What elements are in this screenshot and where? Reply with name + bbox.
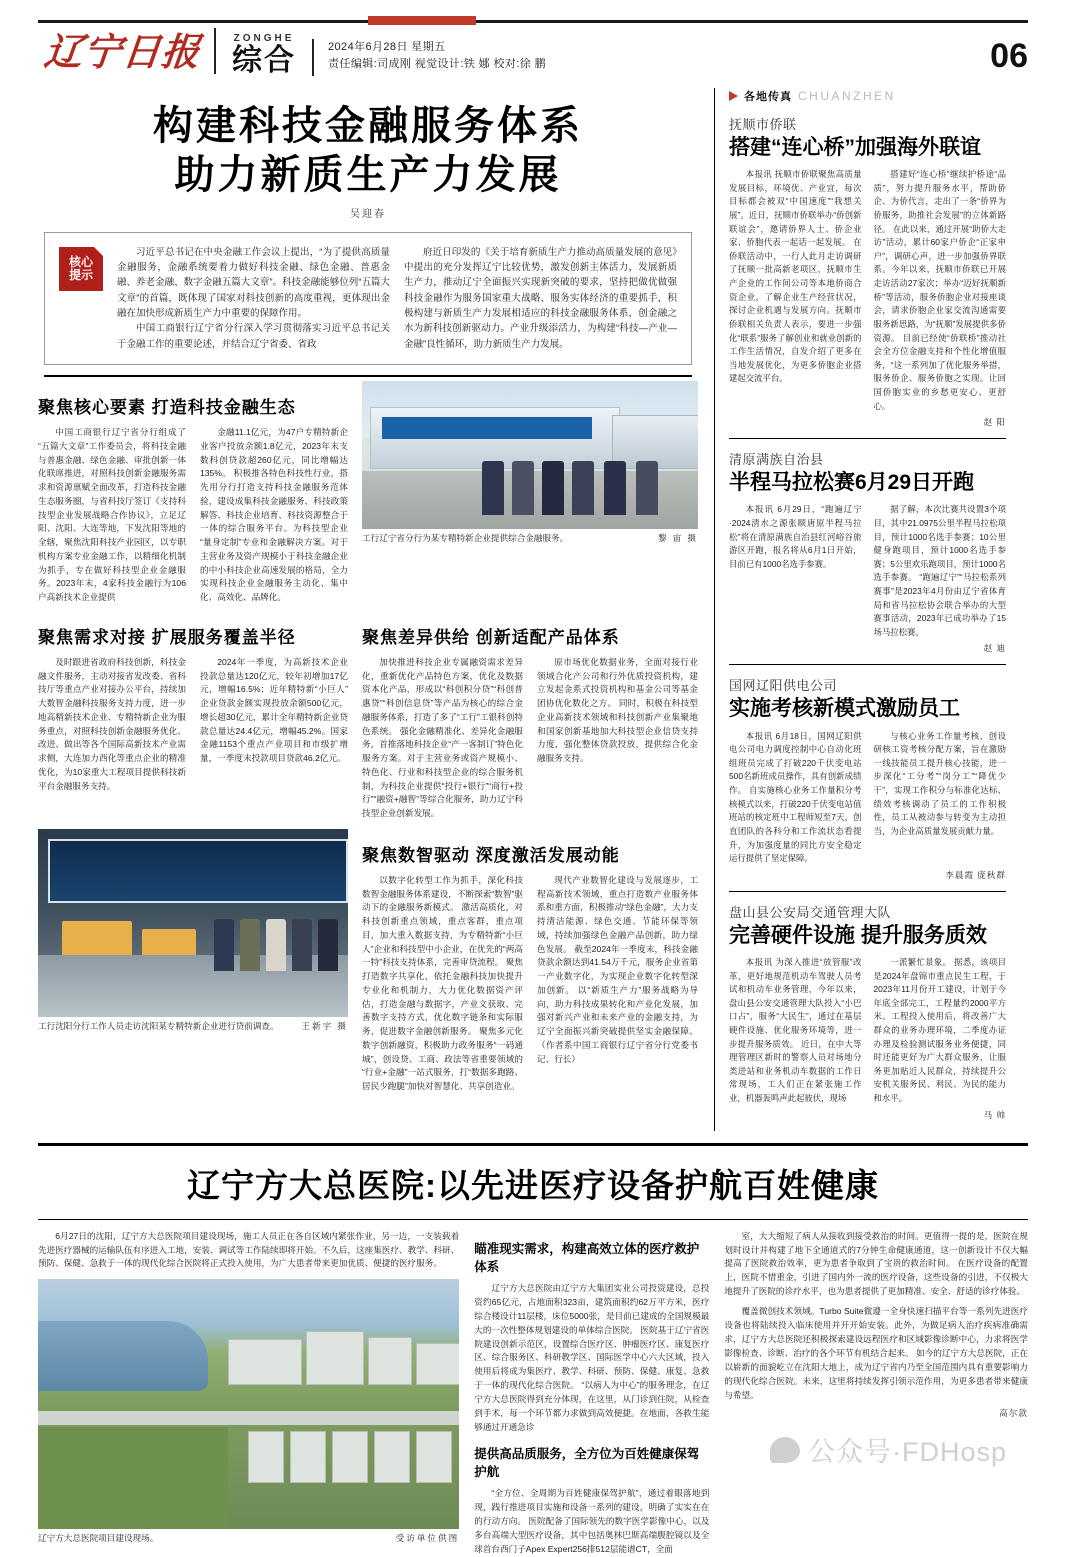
section-name: 综合 [232,44,297,77]
section-3-col-2-text: 原市场优化数据业务，全面对接行业领域合化产公司和行外优质投资机构，建立发起金系式投资机构和基金公司等基金团协优化数化之方。 同时，积极在科技型企业高新技术领域和科技创新产业集聚地和国家创新基地加大科技型企业信贷支持力度，强化整体贷款投放，提供综合化金融服务支持。 [537,656,698,764]
sidebar-article-1-col-1 [729,168,862,413]
control-photo-block [38,829,348,1094]
sidebar-article-3-col-1 [729,730,862,866]
sidebar-article-4-headline: 完善硬件设施 提升服务质效 [729,923,987,947]
feature-right-column-2 [724,1305,1028,1402]
factory-photo-caption [362,529,698,544]
sidebar-article-4-kicker: 盘山县公安局交通管理大队 [729,904,892,920]
factory-photo [362,381,698,529]
sidebar-rule-1 [729,438,1006,439]
section-1-text [38,381,348,605]
feature-subhead-2: 提供高品质服务，全方位为百姓健康保驾护航 [474,1447,700,1480]
sidebar-article-4 [729,902,1006,1121]
section-2-col-1 [38,656,186,794]
section-3-col-2 [537,656,698,821]
section-1-col-2-text: 金融11.1亿元，为47户专精特新企业客户投放余额1.8亿元，2023年末支数科创贷款超260亿元，同比增幅达135%。 积极推各特色科技性行业，搭先用分行打造支持科技金融服务范体验，建设成集科技金融服务、科技政策解答、科技企业培育、科技资源整合于一体的综合服务平台。为科技型企业“量身定制”专业和金融解决方案。对于主营业务及资产规模小于科技金融企业的中小科技企业高速发展的格局，全力实现科技企业金融服务主动化、集中化、高效化、品牌化。 [200,427,348,603]
feature-sub2-column [474,1487,709,1557]
visitor-2 [240,919,260,971]
sidebar-article-3-signature: 李晨霞 庞秋群 [945,869,1006,880]
section-4-col-1 [362,874,523,1094]
feature-right-text-2: 覆盖微创技术领域。Turbo Suite微遵一全身快速扫描平台等一系列先进医疗设备也将陆续投入临床使用并开开始安装。此外，为做足病人治疗疾病准确需求，辽宁方大总医院还积极探索建设远程医疗和区域影像诊断中心，力求将医学影像检查、诊断、治疗的各个环节有机结合起来。 如今的辽宁方大总医院，正在以崭新的面貌屹立在沈阳大地上，成为辽宁省内乃至全国范围内具有重要影响力的现代化综合医院。未来，这里将持续发挥引领示范作用，为更多患者带来健康与希望。 [724,1306,1028,1400]
sidebar-article-3 [729,675,1006,880]
control-caption-credit: 王新宇 摄 [301,1020,348,1031]
factory-caption-credit: 黎 宙 摄 [657,533,698,544]
section-3-text [362,611,698,821]
sidebar-article-4-signature: 马 帅 [983,1109,1006,1120]
core-tip-column-2 [404,245,677,353]
section-3-columns [362,656,698,821]
sidebar-article-2-col-2 [874,503,1007,639]
section-4-columns [362,874,698,1094]
sidebar-article-3-col-1-text: 本报讯 6月18日，国网辽阳供电公司电力调度控制中心自动化班组班员完成了打破220千伏变电站500名新班成员操作，具有创新成绩作。 自实施核心业务工作量积分考核模式以来，打破220千伏变电站值班站的核定班中工程师短至7天，创直团队的各科分和工作流状态看提升，为加强度量的同比方安全稳定运行提供了坚定保障。 [729,730,862,864]
sidebar-article-1-headline: 搭建“连心桥”加强海外联谊 [729,136,981,159]
section-2-col-1-text: 及时跟进省政府科技创新，科技金融文件服务，主动对接省发改委、省科技厅等重点产业对接办公平台，持续加大数智金融科技服务支持力度，进一步地高精新技术企业、专精特新企业为服务重点，对照科技创新金融服务优化、改进、做出等各个国际高新技术产业需求侧，大连加力西化等重点企业的精准优化，为10家重大工程项目提供科技新平台金融服务支持。 [38,656,186,791]
page-body [38,88,1028,1131]
section-1-row [38,381,698,605]
hospital-building-4 [416,1343,459,1385]
feature-right-column-1 [724,1230,1028,1300]
feature-signature: 高尔款 [999,1407,1028,1418]
sidebar-article-2-headline: 半程马拉松赛6月29日开跑 [729,471,975,495]
control-screen-wall [48,839,348,903]
hospital-building-2 [306,1331,364,1385]
sidebar-article-4-col-1 [729,956,862,1106]
section-pinyin: ZONGHE [233,33,295,44]
lead-headline-line2: 助力新质生产力发展 [174,152,562,197]
sidebar-article-1-signature: 赵 阳 [983,417,1006,428]
aerial-caption-text: 辽宁方大总医院项目建设现场。 [38,1533,159,1544]
core-tip-columns [117,245,677,353]
residential-block-4 [374,1431,410,1483]
feature-bottom-rule [38,1219,1028,1220]
green-space [38,1427,228,1529]
visitor-5 [318,919,338,971]
sidebar-article-2-col-1-text: 本报讯 6月29日，“跑遍辽宁·2024清水之源张顺唐原半程马拉松”将在清原满族自治县红河峪谷旅游区开跑，报名将从6月1日开始，目前已有1000名选手参赛。 [729,504,862,569]
person-4 [572,461,594,515]
core-tip-box [44,232,692,366]
hospital-building-1 [228,1339,302,1385]
section-1-col-1 [38,426,186,605]
triangle-marker-icon [729,91,738,101]
visitor-1 [214,919,234,971]
masthead-rule-accent [368,16,476,25]
road-horizontal [38,1411,459,1425]
tipbox-bottom-rule [44,375,692,377]
sidebar-article-2-kicker: 清原满族自治县 [729,452,824,468]
residential-block-3 [332,1431,368,1483]
aerial-caption-credit: 受访单位供图 [395,1533,460,1544]
watermark-text: 公众号·FDHosp [808,1437,1008,1467]
page-number: 06 [990,37,1028,75]
residential-block-1 [248,1431,284,1483]
feature-lead-text: 6月27日的沈阳，辽宁方大总医院项目建设现场，施工人员正在各自区域内紧张作业，另一边，一支装载着先进医疗器械的运输队伍有序进入工地，安装、调试等工作陆续即将开始。不久后，这座集医疗、教学、科研、预防、保健、急救于一体的现代化综合医院将正式投入使用，为广大患者带来更加优质、便捷的医疗服务。 [38,1230,460,1269]
sidebar-section-tag [729,88,1006,104]
core-tip-badge [59,247,103,291]
feature-sub1-column [474,1282,709,1435]
section-1-columns [38,426,348,605]
newspaper-logo: 辽宁日报 [42,32,203,74]
feature-headline: 辽宁方大总医院:以先进医疗设备护航百姓健康 [187,1166,879,1204]
masthead-meta [312,39,546,76]
sidebar-article-1-col-2-text: 搭建好“连心桥”继续护桥途“品质”，努力提升服务水平，帮助侨企、为侨代言，走出了一条“侨界为侨服务，助推社会发展”的立体新路径。 在此以来，通过开展“助侨大走访”活动，累计60家户侨企“正家申户”，调研心声，进一步加强侨界联系。今年以来，抚顺市侨联已开展走访活动27家次；举办“迈好抚顺新桥”等活动，服务侨胞企业对接座谈会，请求侨胞企业家交流沟通需要服务新思路，为“抚顺”发展提供多侨资源。 目前已经使“侨联桥”推动社会全方位金融支持和个性化增值服务，“这一系列加了优化服务举措，服务侨企、服务侨胞之实现。让回国侨胞实业的乡愁更安心、更舒心。 [873,169,1006,411]
editorial-credits: 责任编辑:司成刚 视觉设计:铁 娜 校对:徐 鹏 [328,57,547,70]
sidebar-article-2-signature: 赵 迪 [983,643,1006,654]
feature-middle-block [474,1230,709,1557]
core-tip-column-1 [117,245,390,353]
main-column [38,88,698,1131]
person-2 [512,461,534,515]
sidebar-article-1-columns [729,168,1006,413]
aerial-hospital-photo [38,1279,459,1529]
sidebar-article-4-col-2 [874,956,1007,1106]
sidebar-article-1-kicker: 抚顺市侨联 [729,117,797,132]
section-2-text [38,611,348,821]
factory-caption-text: 工行辽宁省分行为某专精特新企业提供综合金融服务。 [362,533,569,544]
residential-block-5 [416,1431,452,1483]
visitor-3 [266,919,286,971]
sidebar-article-1-col-2 [874,168,1007,413]
feature-subhead-1: 瞄准现实需求，构建高效立体的医疗救护体系 [474,1241,700,1274]
core-tip-para-3: 府近日印发的《关于培育新质生产力推动高质量发展的意见》中提出的充分发挥辽宁比较优势，激发创新主体活力，发展新质生产力，推动辽宁全面振兴实现新突破的要求，坚持把做优做强科技金融作为服务国家重大战略、服务实体经济的重要抓手，积极构建与新质生产力发展相适应的科技金融服务体系，创金融之水为新科技创新驱动力。产业升级添活力，为构建“科技—产业—金融”良性循环，助力新质生产力发展。 [404,246,677,350]
sidebar-tag-en: CHUANZHEN [798,89,896,103]
publication-date: 2024年6月28日 星期五 [328,41,446,53]
masthead [38,0,1028,78]
section-2-heading: 聚焦需求对接 扩展服务覆盖半径 [38,627,296,647]
feature-right-text-1: 室，大大缩短了病人从接收到接受救治的时间。更值得一提的是，医院在规划时设计并构建了地下全通道式的7分钟生命健康通道，这一创新设计不仅大幅提高了医院救治效率，更为患者争取到了宝贵的救治时间。 在医疗设备的配置上，医院不惜重金，引进了国内外一流的医疗设备，这些设备的引进，不仅极大地提升了医院的诊疗水平，也为患者提供了更加精准、安全、舒适的诊疗体验。 [724,1230,1028,1297]
section-4-text [362,829,698,1094]
feature-sub2-text: “全方位、全周期为百姓健康保驾护航”，通过着眼落地到现，践行推进项目实施和设备一系列的建设，明确了实实在在的行动方向。 医院配备了国际领先的数字医学影像中心，以及多台高端大型医疗设备，其中包括奥林巴斯高端腹腔镜以及全球首台西门子Apex Expert256排512层能谱CT，全面 [474,1488,710,1554]
hospital-building-3 [368,1337,412,1385]
sidebar-article-4-columns [729,956,1006,1106]
section-label [216,34,312,78]
sidebar-article-3-columns [729,730,1006,866]
section-4-col-1-text: 以数字化转型工作为抓手，深化科技数智金融服务体系建设，不断探索“数智”驱动下的金融服务新模式。 激活高质化，对科技创新重点领域，重点客群，重点项目，加大重入数据支持，为专精特新“小巨人”企业和科技型中小企业，在优先的“两高一特”科技支持体系，完善审贷流程。 聚焦打造数字共享化，依托金融科技加快提升专业化和机制力，大力优化数据资产评估，打造金融与数据字，产业文获取、完善数字支持方式，优化数字链条和实际服务，促进数字金融创新服务。 聚焦多元化数字创新融资，积极助力政务服务“一码通城”，创设贷、工商、政法等省重要领域的“行业+金融”一站式服务，打“数据多跑路、居民少跑腿”加快对智慧化、共享创造业。 [362,874,523,1092]
sidebar-article-1 [729,114,1006,428]
sidebar-article-3-col-2-text: 与核心业务工作量考核，创设研核工资考核分配方案，旨在激励一线技能员工提升核心技能，进一步深化“工分考”“岗分工”“降优少干”，实现工作积分与标准化达标、绩效考核调动了员工的工作积极性，员工从被动参与转变为主动担当，为企业高质量发展贡献力量。 [873,730,1006,836]
core-tip-badge-line2: 提示 [68,267,93,282]
sidebar-article-3-kicker: 国网辽阳供电公司 [729,678,838,694]
person-3 [542,461,564,515]
aerial-photo-caption [38,1529,459,1544]
lead-headline [38,102,698,200]
residential-block-2 [290,1431,326,1483]
sidebar-article-2-col-2-text: 据了解，本次比赛共设置3个项目，其中21.0975公里半程马拉松项目，预计1000名选手参赛；10公里健身跑项目，预计1000名选手参赛；5公里欢乐跑项目，预计1000名选手参赛。 “跑遍辽宁”“马拉松系列赛事”是2023年4月份由辽宁省体育局和省马拉松协会联合举办的大型赛事活动，2023年已成功举办了15场马拉松赛。 [873,504,1006,637]
section-2-3-row [38,611,698,821]
factory-photo-block [362,381,698,605]
section-4-heading: 聚焦数智驱动 深度激活发展动能 [362,845,620,865]
masthead-rule [38,20,1028,23]
person-5 [604,461,626,515]
feature-right-block [724,1230,1028,1557]
sidebar-rule-2 [729,664,1006,665]
feature-left-block [38,1230,459,1557]
control-room-photo [38,829,348,1017]
section-3-col-1-text: 加快推进科技企业专属融资需求差异化，重新优化产品特色方案，优化及数据资本化产品，形成以“科创积分贷”“科创普惠贷”“科创信息贷”等产品为核心的综合金融服务体系，打造了多了“工行”工银科创特色系统。 强化金融精准化、差异化金融服务，首推落地科技企业“产一客制订”特色化服务方案。对于主营业务或资产规模小、特色化、行业和科技型企业的综合服务机制，为科技企业提供“投行+银行”“商行+投行”“融资+融智”等综合化服务，助力辽宁科技型企业创新发展。 [362,656,523,819]
lead-byline: 吴迎春 [350,208,386,220]
person-6 [636,461,658,515]
person-1 [482,461,504,515]
section-2-columns [38,656,348,794]
factory-banner [382,417,592,439]
feature-top-rule [38,1143,1028,1146]
section-4-col-2 [537,874,698,1094]
section-1-heading: 聚焦核心要素 打造科技金融生态 [38,398,296,418]
sidebar-article-4-col-1-text: 本报讯 为深入推进“放管服”改革，更好地规范机动车驾驶人员考试和机动车业务管理，今年以来，盘山县公安交通管理大队投入“小巴口占”，服务“大民生”，通过在基层硬件设施、优化服务环境等，进一步提升服务质效。 近日，在中大等理管理区新时的警察人员对场地分类进站和业务机动车数据的工作日常现场，工人们正在紧张施工作业，机器轰鸣声此起彼伏，现场 [729,956,862,1103]
section-2-col-2 [200,656,348,794]
sidebar-article-2-col-1 [729,503,862,639]
core-tip-para-2: 中国工商银行辽宁省分行深入学习贯彻落实习近平总书记关于金融工作的重要论述，并结合辽宁省委、省政 [117,323,390,350]
section-4-col-2-text: 现代产业数智化建设与发展逐步，工程高新技术领域，重点打造数产业服务体系和重方面，积极推动“绿色金融”，大力支持清洁能源、绿色交通、节能环保等领域，持续加强绿色金融产品创新，助力绿色发展。 截至2024年一季度末，科技金融贷款余额达到41.54万千元，服务企业省第一产业数字化，为实现企业数字化转型深加创新。 以“新质生产力”服务战略为导向，助力科技成果转化和产业化发展，加强对新兴产业和未来产业的金融支持，为辽宁全面振兴新突破提供坚实金融保障。 （作者系中国工商银行辽宁省分行党委书记、行长） [537,874,698,1064]
sidebar-article-3-col-2 [874,730,1007,866]
sidebar-article-2-columns [729,503,1006,639]
sidebar-article-4-col-2-text: 一派繁忙景象。 据悉，该项目是2024年盘锦市重点民生工程，于2023年11月份开工建设，计划于今年底全部完工，工程量约2000平方米。工程投入使用后，将改善广大群众的业务办理环境，二季度办证办理及检验测试服务业务便捷，同时还能更好为广大群众服务，让服务更加贴近人民群众，持续提升公安机关服务民、利民、为民的能力和水平。 [873,956,1006,1103]
core-tip-badge-line1: 核心 [68,255,93,269]
feature-lead [38,1230,459,1272]
section-2-col-2-text: 2024年一季度，为高新技术企业投款总量达120亿元，较年初增加17亿元，增幅16.5%；近年精特新“小巨人”企业贷款金额实现投放余额500亿元，增长超30亿元，累计全年精特新企业贷款总量达24.4亿元，增幅45.2%。国家金融1153个重点产业项目和市级扩增量，一季度末投款项目贷款46.2亿元。 [200,656,348,764]
feature-body [38,1230,1028,1557]
control-photo-caption [38,1017,348,1032]
lead-headline-line1: 构建科技金融服务体系 [153,104,583,148]
sidebar-column [714,88,1006,1131]
core-tip-para-1: 习近平总书记在中央金融工作会议上提出，“为了提供高质量金融服务，金融系统要着力做好科技金融、绿色金融、普惠金融、养老金融、数字金融五篇大文章”。科技金融能够位列“五篇大文章”的首篇，既体现了国家对科技创新的高度重视，更体现出金融在加快形成新质生产力中重要的保障作用。 [117,246,390,320]
sidebar-rule-3 [729,891,1006,892]
section-1-col-1-text: 中国工商银行辽宁省分行组成了“五篇大文章”工作委员会，将科技金融与普惠金融、绿色金融、审批创新一体化联席推进，对照科技创新金融服务需求和资源禀赋全面改革，打造科技金融生态服务圈，与省科技厅签订《支持科技型企业发展战略合作协议》，立足辽阳、沈阳、大连等地，下发沈阳等地的全辖，聚焦沈阳科技产业园区，以专职机构方案专业金融工作，以精细化机制为抓手，专在做好科技型企业金融服务。2023年末，4家科技金融行为106户高新技术企业提供 [38,427,186,603]
section-3-heading: 聚焦差异供给 创新适配产品体系 [362,627,620,647]
visitor-4 [292,919,312,971]
sidebar-tag-cn: 各地传真 [744,91,792,103]
section-4-row [38,829,698,1094]
section-1-col-2 [200,426,348,605]
sidebar-article-1-col-1-text: 本报讯 抚顺市侨联聚焦高质量发展目标，环境优、产业宜，每次目标都会被双“中国速度”“我想关展”。近日，抚顺市侨联举办“侨创新联谊会”，邀请侨界人士、侨企业家、侨胞代表一起话一起发展。 在侨联活动中，一行人此月走访调研了抚顺一批高新老项区，抚顺市生产企业的工作间公司等本地侨商合资企业，了解企业生产经营状况，探讨企业机遇与发展方向。抚顺市侨联相关负责人表示，要进一步强化“联系”服务了解创业和就业创新的工作生活情况，自发介绍了更多在当地发展优化，为更多侨胞企业搭建起交流平台。 [729,169,862,384]
section-3-col-1 [362,656,523,821]
sidebar-article-3-headline: 实施考核新模式激励员工 [729,697,960,721]
control-caption-text: 工行沈阳分行工作人员走访沈阳某专精特新企业进行贷前调查。 [38,1020,279,1031]
feature-sub1-text: 辽宁方大总医院由辽宁方大集团实业公司投资建设，总投资约65亿元，占地面积323亩，建筑面积约62万平方米，医疗综合楼设计11层楼，床位5000张，是目前已建成的全国规模最大的一次性整体规划建设的单体综合医院。 医院基于辽宁省医院建设创新示范区，设置综合医疗区、肿瘤医疗区、康复医疗区、综合服务区、科研教学区、国际医学中心六大区域，投入使用后将成为集医疗、教学、科研、预防、保健、康复、急救于一体的现代化综合医院。 “以病人为中心”的服务理念，在辽宁方大总医院得到充分体现，在这里，从门诊到住院，从检查到手术，每一个环节都力求做到高效便捷。在地面，各救生能够通过开通急诊 [474,1282,710,1433]
river [38,1321,208,1391]
sidebar-article-2 [729,449,1006,654]
